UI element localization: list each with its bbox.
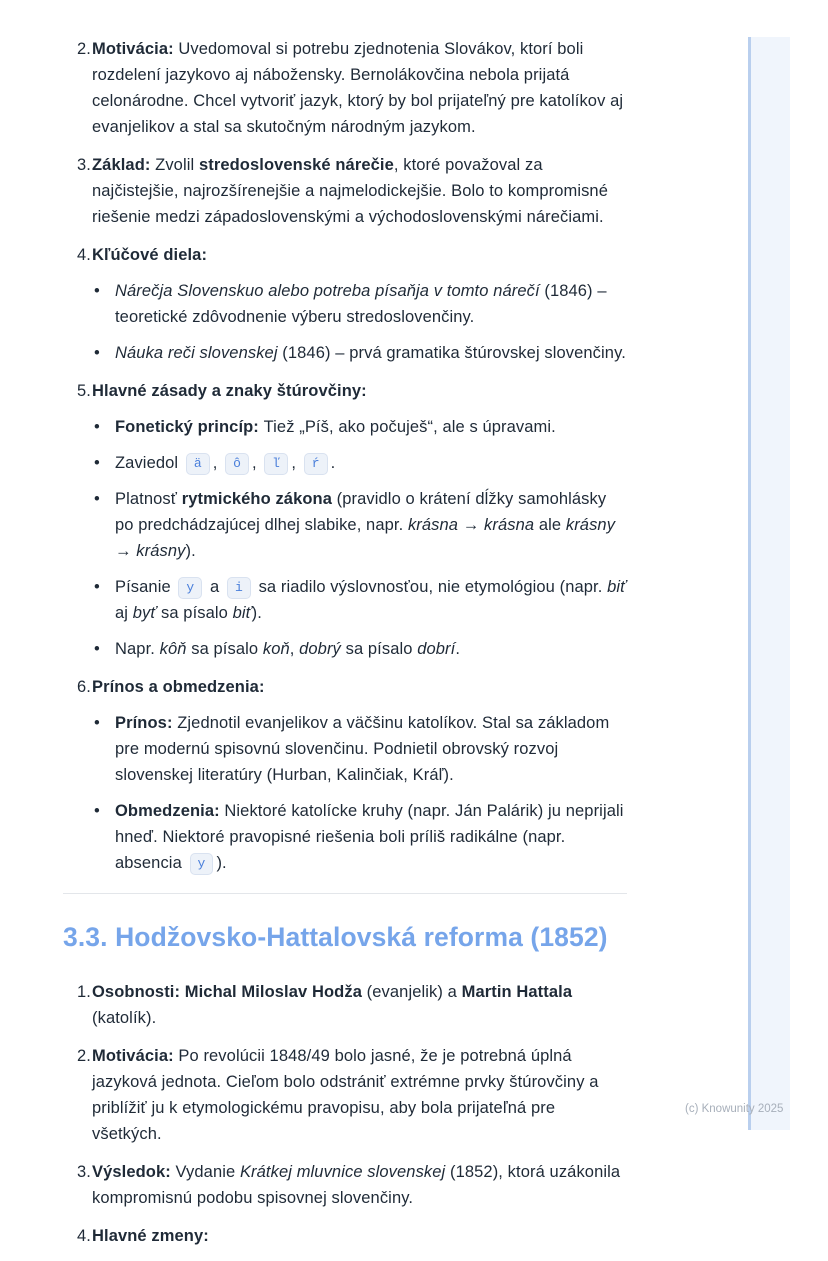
text-run: krásna	[407, 516, 459, 534]
text-run: koň	[262, 640, 290, 658]
bullet-text	[115, 636, 460, 662]
list-item-text	[92, 152, 627, 230]
text-run: ,	[289, 640, 300, 658]
text-run: biť	[607, 578, 627, 596]
bullet-text	[115, 798, 627, 876]
text-run: Prínos:	[115, 714, 178, 732]
list-item-body	[92, 36, 627, 140]
text-run: aj	[115, 604, 133, 622]
list-item	[63, 1043, 627, 1147]
text-run: (evanjelik) a	[361, 983, 462, 1001]
watermark: (c) Knowunity 2025	[685, 1103, 784, 1115]
bullet-text	[115, 340, 626, 366]
section-divider	[63, 893, 627, 894]
list-item-text	[92, 979, 627, 1031]
list-item-number: 2.	[77, 1047, 91, 1065]
text-run: sa písalo	[156, 604, 233, 622]
text-run: ,	[252, 454, 262, 472]
text-run: Motivácia:	[92, 1047, 179, 1065]
list-item-text	[92, 1223, 627, 1249]
list-item-body	[92, 979, 627, 1031]
list-item-body	[92, 242, 627, 366]
text-run: biť	[232, 604, 252, 622]
bullet-list	[92, 278, 627, 366]
bullet-item	[92, 798, 627, 876]
text-run: Zvolil	[155, 156, 199, 174]
bullet-dot: •	[94, 802, 100, 820]
text-run: .	[330, 454, 336, 472]
list-item-text	[92, 36, 627, 140]
text-run: (1846) – prvá gramatika štúrovskej slovenčiny.	[277, 344, 626, 362]
text-run: sa riadilo výslovnosťou, nie etymológiou (napr.	[253, 578, 608, 596]
bullet-dot: •	[94, 282, 100, 300]
bullet-item	[92, 340, 627, 366]
list-item	[63, 242, 627, 366]
text-run: Fonetický princíp:	[115, 418, 264, 436]
list-item-number: 6.	[77, 678, 91, 696]
text-run: →	[458, 516, 485, 534]
text-run: Náuka reči slovenskej	[115, 344, 278, 362]
bullet-text	[115, 278, 627, 330]
text-run: Platnosť	[115, 490, 182, 508]
text-run: .	[455, 640, 461, 658]
list-item	[63, 674, 627, 876]
bullet-text	[115, 414, 556, 440]
list-item-body	[92, 378, 627, 662]
text-run: Zaviedol	[115, 454, 183, 472]
list-item	[63, 1159, 627, 1211]
bullet-dot: •	[94, 578, 100, 596]
list-item-number: 5.	[77, 382, 91, 400]
text-run: Obmedzenia:	[115, 802, 225, 820]
bullet-dot: •	[94, 418, 100, 436]
text-run: dobrí	[417, 640, 456, 658]
text-run: krásny	[136, 542, 186, 560]
text-run: stredoslovenské nárečie	[198, 156, 394, 174]
list-item-number: 3.	[77, 156, 91, 174]
bullet-dot: •	[94, 454, 100, 472]
text-run: ,	[291, 454, 301, 472]
inline-code-chip: ľ	[264, 453, 288, 475]
bullet-dot: •	[94, 490, 100, 508]
list-item-text	[92, 242, 627, 268]
bullet-item	[92, 486, 627, 564]
text-run: a	[205, 578, 224, 596]
bullet-list	[92, 414, 627, 662]
text-run: (1852), ktorá uzákonila kompromisnú podobu spisovnej slovenčiny.	[92, 1163, 621, 1207]
text-run: sa písalo	[340, 640, 418, 658]
text-run: (1846) – teoretické zdôvodnenie výberu stredoslovenčiny.	[115, 282, 607, 326]
text-run: Krátkej mluvnice slovenskej	[239, 1163, 446, 1181]
list-item-text	[92, 1159, 627, 1211]
bullet-item	[92, 574, 627, 626]
list-item-text	[92, 378, 627, 404]
text-run: ).	[185, 542, 196, 560]
list-item	[63, 152, 627, 230]
text-run: Zjednotil evanjelikov a väčšinu katolíkov. Stal sa základom pre modernú spisovnú slovenčinu. Podnietil obrovský rozvoj slovenskej literatúry (Hurban, Kalinčiak, Kráľ).	[115, 714, 610, 784]
text-run: (katolík).	[92, 1009, 157, 1027]
text-run: Martin Hattala	[461, 983, 573, 1001]
text-run: Po revolúcii 1848/49 bolo jasné, že je potrebná úplná jazyková jednota. Cieľom bolo odstrániť extrémne prvky štúrovčiny a priblížiť ju k etymologickému pravopisu, aby bola prijateľná pre všetkých.	[92, 1047, 599, 1143]
bullet-dot: •	[94, 344, 100, 362]
inline-code-chip: y	[178, 577, 202, 599]
text-run: Niektoré katolícke kruhy (napr. Ján Palárik) ju neprijali hneď. Niektoré pravopisné riešenia boli príliš radikálne (napr. absencia	[115, 802, 624, 872]
text-run: dobrý	[299, 640, 341, 658]
text-run: Nárečja Slovenskuo alebo potreba písaňja v tomto nárečí	[115, 282, 540, 300]
text-run: byť	[132, 604, 157, 622]
text-run: Napr.	[115, 640, 160, 658]
text-run: Výsledok:	[92, 1163, 176, 1181]
bullet-text	[115, 574, 627, 626]
list-item-body	[92, 1159, 627, 1211]
text-run: Kľúčové diela:	[92, 246, 208, 264]
text-run: ale	[534, 516, 566, 534]
text-run: ).	[216, 854, 227, 872]
bullet-item	[92, 636, 627, 662]
text-run: Hlavné zmeny:	[92, 1227, 209, 1245]
text-run: →	[115, 542, 137, 560]
text-run: sa písalo	[186, 640, 263, 658]
bullet-dot: •	[94, 640, 100, 658]
inline-code-chip: ô	[225, 453, 249, 475]
text-run: ,	[212, 454, 223, 472]
text-run: (pravidlo o krátení dĺžky samohlásky po predchádzajúcej dlhej slabike, napr.	[115, 490, 607, 534]
bullet-item	[92, 710, 627, 788]
list-item-number: 2.	[77, 40, 91, 58]
list-item-text	[92, 1043, 627, 1147]
bullet-item	[92, 414, 627, 440]
inline-code-chip: ŕ	[304, 453, 328, 475]
inline-code-chip: i	[227, 577, 251, 599]
bullet-text	[115, 486, 627, 564]
text-run: Uvedomoval si potrebu zjednotenia Slovákov, ktorí boli rozdelení jazykovo aj nábožensky. Bernolákovčina nebola prijatá celonárodne. Chcel vytvoriť jazyk, ktorý by bol prijateľný pre katolíkov aj evanjelikov a stal sa skutočným národným jazykom.	[92, 40, 624, 136]
text-run: Hlavné zásady a znaky štúrovčiny:	[92, 382, 367, 400]
text-run: krásna	[484, 516, 535, 534]
list-item-body	[92, 1043, 627, 1147]
text-run: Vydanie	[175, 1163, 240, 1181]
text-run: , ktoré považoval za najčistejšie, najrozšírenejšie a najmelodickejšie. Bolo to kompromisné riešenie medzi západoslovenskými a východoslovenskými nárečiami.	[92, 156, 608, 226]
right-edge-strip	[748, 37, 790, 1130]
bullet-item	[92, 450, 627, 476]
bullet-text	[115, 450, 335, 476]
bullet-list	[92, 710, 627, 876]
text-run: Písanie	[115, 578, 176, 596]
bullet-dot: •	[94, 714, 100, 732]
text-run: Tiež „Píš, ako počuješ“, ale s úpravami.	[263, 418, 556, 436]
list-item-body	[92, 674, 627, 876]
list-item-body	[92, 1223, 627, 1249]
list-item	[63, 979, 627, 1031]
text-run: Prínos a obmedzenia:	[92, 678, 265, 696]
text-run: rytmického zákona	[181, 490, 332, 508]
inline-code-chip: ä	[186, 453, 210, 475]
list-item-number: 4.	[77, 246, 91, 264]
list-item-number: 3.	[77, 1163, 91, 1181]
list-item	[63, 1223, 627, 1249]
document-content	[63, 36, 627, 1261]
list-item	[63, 378, 627, 662]
list-item-body	[92, 152, 627, 230]
inline-code-chip: y	[190, 853, 214, 875]
text-run: Motivácia:	[92, 40, 179, 58]
text-run: kôň	[159, 640, 187, 658]
text-run: Osobnosti: Michal Miloslav Hodža	[92, 983, 362, 1001]
section-heading: 3.3. Hodžovsko-Hattalovská reforma (1852)	[63, 922, 608, 952]
list-item	[63, 36, 627, 140]
text-run: ).	[251, 604, 262, 622]
bullet-text	[115, 710, 627, 788]
text-run: Základ:	[92, 156, 156, 174]
list-item-text	[92, 674, 627, 700]
list-item-number: 1.	[77, 983, 91, 1001]
text-run: krásny	[565, 516, 616, 534]
list-item-number: 4.	[77, 1227, 91, 1245]
bullet-item	[92, 278, 627, 330]
